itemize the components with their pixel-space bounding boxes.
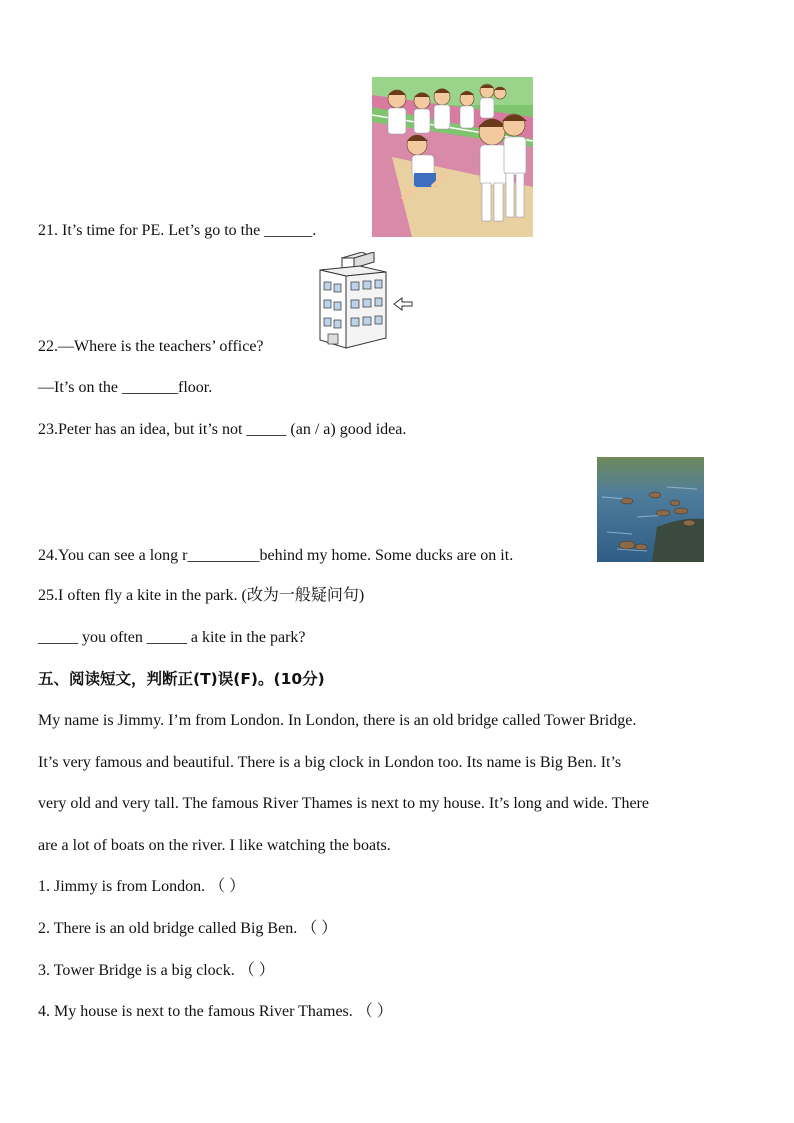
question-24: 24.You can see a long r_________behind my home. Some ducks are on it.	[38, 547, 514, 564]
passage-line-1: My name is Jimmy. I’m from London. In London, there is an old bridge called Tower Bridge.	[38, 712, 637, 729]
building-picture	[316, 252, 416, 350]
question-22-question: 22.—Where is the teachers’ office?	[38, 338, 264, 355]
question-25-statement: 25.I often fly a kite in the park. (改为一般疑问句)	[38, 587, 365, 604]
judge-item-2: 2. There is an old bridge called Big Ben. （ ）	[38, 920, 338, 937]
river-ducks-picture	[597, 457, 704, 562]
passage-line-4: are a lot of boats on the river. I like watching the boats.	[38, 837, 391, 854]
question-25-answer: _____ you often _____ a kite in the park?	[38, 629, 306, 646]
sports-field-picture	[372, 77, 533, 237]
section-5-heading: 五、阅读短文，判断正(T)误(F)。(10分)	[38, 670, 325, 688]
passage-line-2: It’s very famous and beautiful. There is a big clock in London too. Its name is Big Ben. It’s	[38, 754, 622, 771]
question-21: 21. It’s time for PE. Let’s go to the ______.	[38, 222, 317, 239]
question-22-answer: —It’s on the _______floor.	[38, 379, 213, 396]
judge-item-1: 1. Jimmy is from London. （ ）	[38, 878, 246, 895]
passage-line-3: very old and very tall. The famous River Thames is next to my house. It’s long and wide. There	[38, 795, 649, 812]
question-23: 23.Peter has an idea, but it’s not _____ (an / a) good idea.	[38, 421, 407, 438]
judge-item-3: 3. Tower Bridge is a big clock. （ ）	[38, 962, 275, 979]
judge-item-4: 4. My house is next to the famous River Thames. （ ）	[38, 1003, 393, 1020]
